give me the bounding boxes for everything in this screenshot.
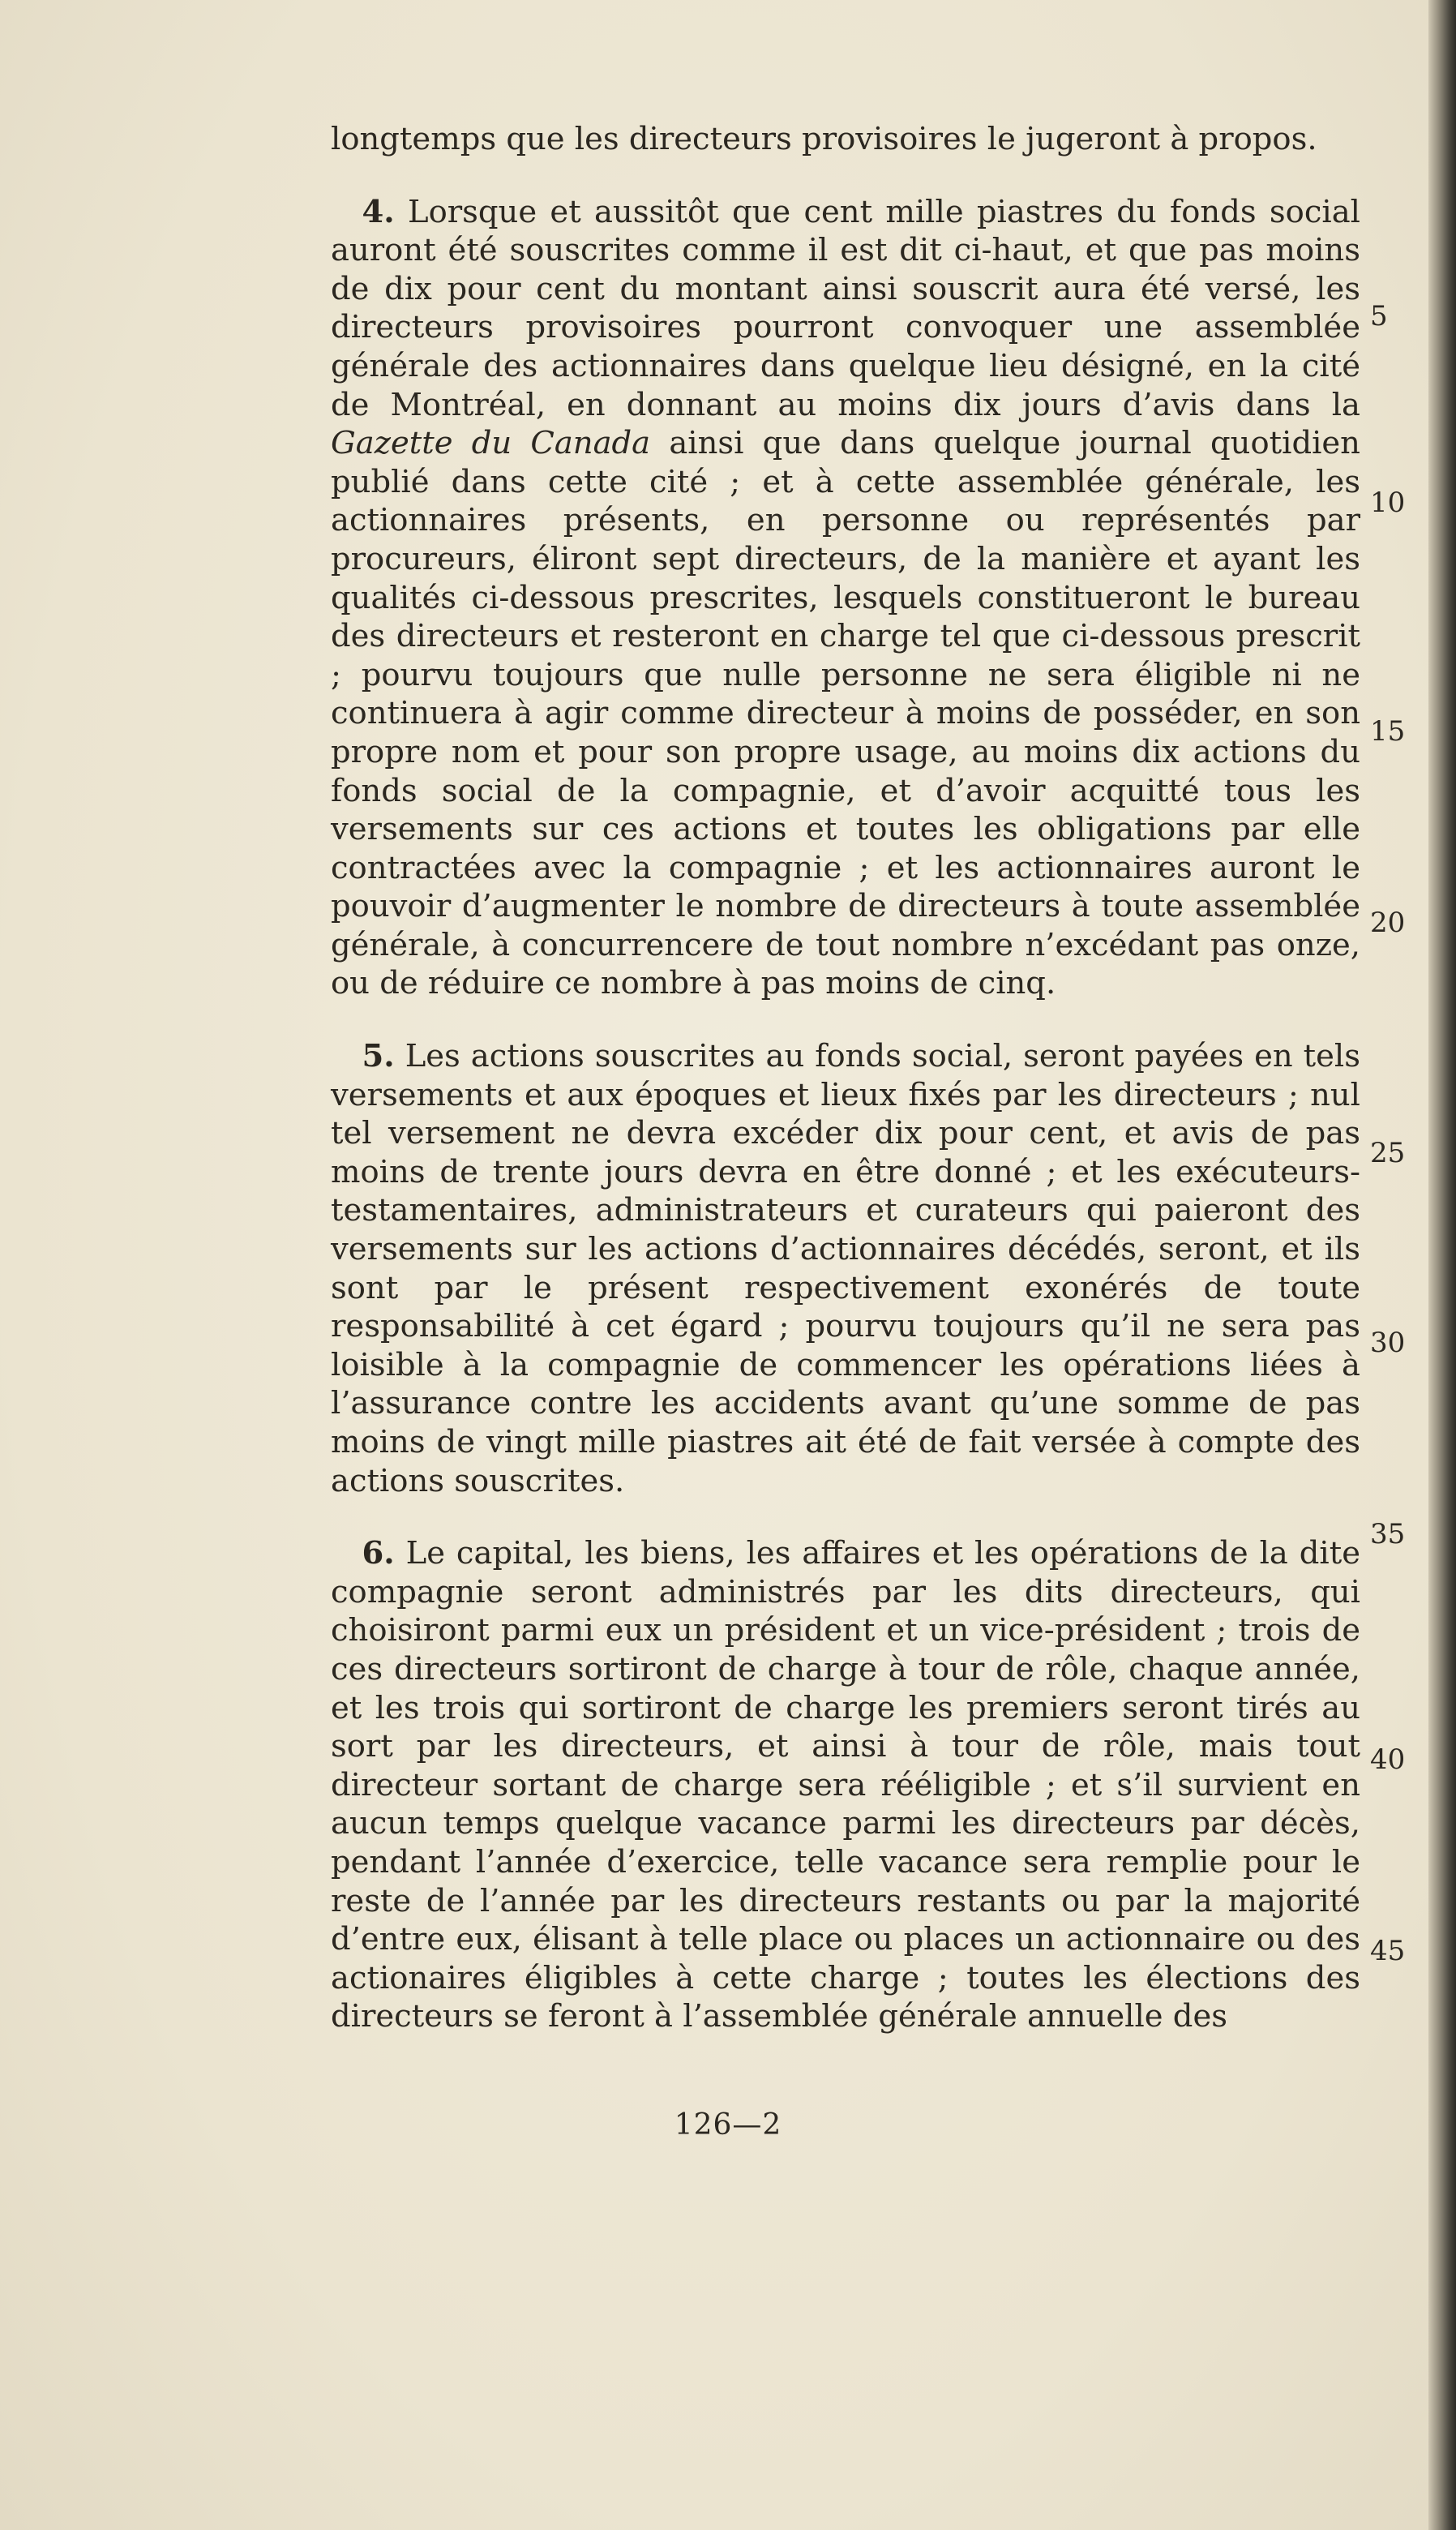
section-number: 6. [362,1535,395,1572]
line-number: 5 [1370,300,1388,332]
section-number: 4. [362,193,395,230]
italic-title: Gazette du Canada [331,425,651,462]
line-number: 20 [1370,907,1406,939]
line-number: 35 [1370,1518,1406,1550]
section-text: ainsi que dans quelque journal quotidien publié dans cette cité ; et à cette assemblée générale, les actionnaires présents, en personne ou représentés par procureurs, éliront sept directeurs, de la manière et ayant les qualités ci-dessous prescrites, lesquels constitueront le bureau des directeurs et resteront en charge tel que ci-dessous prescrit ; pourvu toujours que nulle personne ne sera éligible ni ne continuera à agir comme directeur à moins de posséder, en son propre nom et pour son propre usage, au moins dix actions du fonds social de la compagnie, et d’avoir acquitté tous les versements sur ces actions et toutes les obligations par elle contractées avec la compagnie ; et les actionnaires auront le pouvoir d’augmenter le nombre de directeurs à toute assemblée générale, à concurrencere de tout nombre n’excédant pas onze, ou de réduire ce nombre à pas moins de cinq. [331,425,1360,1002]
line-number: 10 [1370,487,1406,519]
body-text [331,120,1360,2036]
section-5 [331,1037,1360,1500]
continuation-paragraph: longtemps que les directeurs provisoires le jugeront à propos. [331,121,1317,157]
line-number: 45 [1370,1935,1406,1967]
line-number: 30 [1370,1327,1406,1359]
section-text: Le capital, les biens, les affaires et les opérations de la dite compagnie seront administrés par les dits directeurs, qui choisiront parmi eux un président et un vice-président ; trois de ces directeurs sortiront de charge à tour de rôle, chaque année, et les trois qui sortiront de charge les premiers seront tirés au sort par les directeurs, et ainsi à tour de rôle, mais tout directeur sortant de charge sera rééligible ; et s’il survient en aucun temps quelque vacance parmi les directeurs par décès, pendant l’année d’exercice, telle vacance sera remplie pour le reste de l’année par les directeurs restants ou par la majorité d’entre eux, élisant à telle place ou places un actionnaire ou des actionaires éligibles à cette charge ; toutes les élections des directeurs se feront à l’assemblée générale annuelle des [331,1535,1360,2035]
book-binding-edge [1428,0,1456,2530]
page-folio: 126—2 [674,2108,782,2142]
line-number: 25 [1370,1137,1406,1169]
line-number: 15 [1370,715,1406,748]
section-text: Les actions souscrites au fonds social, seront payées en tels versements et aux époques et lieux fixés par les directeurs ; nul tel versement ne devra excéder dix pour cent, et avis de pas moins de trente jours devra en être donné ; et les exécuteurs-testamentaires, administrateurs et curateurs qui paieront des versements sur les actions d’actionnaires décédés, seront, et ils sont par le présent respectivement exonérés de toute responsabilité à cet égard ; pourvu toujours qu’il ne sera pas loisible à la compagnie de commencer les opérations liées à l’assurance contre les accidents avant qu’une somme de pas moins de vingt mille piastres ait été de fait versée à compte des actions souscrites. [331,1038,1360,1499]
line-number: 40 [1370,1743,1406,1776]
section-4 [331,193,1360,1003]
section-6 [331,1534,1360,2036]
section-text: Lorsque et aussitôt que cent mille piastres du fonds social auront été souscrites comme il est dit ci-haut, et que pas moins de dix pour cent du montant ainsi souscrit aura été versé, les directeurs provisoires pourront convoquer une assemblée générale des actionnaires dans quelque lieu désigné, en la cité de Montréal, en donnant au moins dix jours d’avis dans la [331,193,1360,423]
section-number: 5. [362,1038,395,1075]
